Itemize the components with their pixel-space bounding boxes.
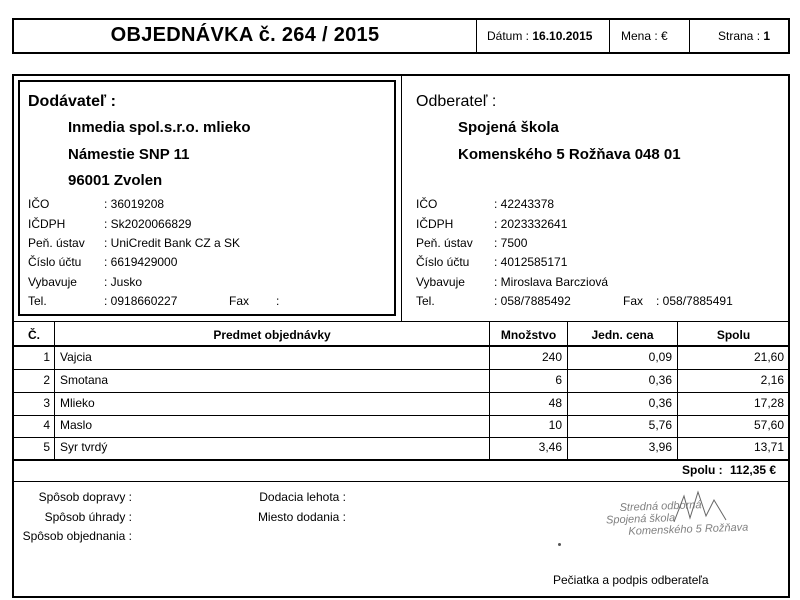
stamp-dot bbox=[558, 543, 561, 546]
row-unit: 0,36 bbox=[648, 373, 672, 387]
supplier-tel-label: Tel. bbox=[28, 294, 47, 308]
row-unit: 0,36 bbox=[648, 396, 672, 410]
supplier-account-label: Číslo účtu bbox=[28, 255, 82, 269]
table-header-rule bbox=[13, 345, 789, 347]
customer-account-label: Číslo účtu bbox=[416, 255, 470, 269]
supplier-bank-value: : UniCredit Bank CZ a SK bbox=[104, 236, 241, 250]
supplier-icdph-value: : Sk2020066829 bbox=[104, 217, 192, 231]
page-label: Strana : bbox=[718, 29, 761, 43]
row-item: Vajcia bbox=[60, 350, 92, 364]
col-header-total: Spolu bbox=[716, 328, 751, 342]
stamp-line: Spojená škola bbox=[605, 512, 676, 527]
divider bbox=[567, 322, 568, 459]
row-qty: 48 bbox=[548, 396, 562, 410]
customer-account-value: : 4012585171 bbox=[494, 255, 568, 269]
customer-bank-label: Peň. ústav bbox=[416, 236, 473, 250]
customer-icdph-value: : 2023332641 bbox=[494, 217, 568, 231]
supplier-icdph-label: IČDPH bbox=[28, 217, 66, 231]
supplier-fax-value: : bbox=[276, 294, 280, 308]
date-field bbox=[487, 29, 592, 43]
row-total: 2,16 bbox=[760, 373, 784, 387]
table-bottom-rule bbox=[13, 459, 789, 461]
row-unit: 0,09 bbox=[648, 350, 672, 364]
currency-label: Mena : bbox=[621, 29, 658, 43]
row-item: Mlieko bbox=[60, 396, 95, 410]
customer-tel-label: Tel. bbox=[416, 294, 435, 308]
divider bbox=[401, 75, 402, 321]
supplier-ico-value: : 36019208 bbox=[104, 197, 165, 211]
supplier-account-value: : 6619429000 bbox=[104, 255, 178, 269]
row-qty: 3,46 bbox=[538, 440, 562, 454]
row-qty: 240 bbox=[541, 350, 562, 364]
page-field bbox=[718, 29, 770, 43]
supplier-handler-label: Vybavuje bbox=[28, 275, 77, 289]
row-unit: 5,76 bbox=[648, 418, 672, 432]
stamp-line: Stredná odborná bbox=[619, 499, 702, 514]
delivery-deadline-label: Dodacia lehota : bbox=[259, 490, 346, 504]
row-qty: 10 bbox=[548, 418, 562, 432]
col-header-qty: Množstvo bbox=[500, 328, 557, 342]
row-total: 57,60 bbox=[753, 418, 784, 432]
sum-rule bbox=[13, 481, 789, 482]
divider bbox=[476, 18, 477, 54]
row-no: 5 bbox=[43, 440, 50, 454]
order-title: OBJEDNÁVKA č. 264 / 2015 bbox=[110, 24, 380, 46]
customer-ico-value: : 42243378 bbox=[494, 197, 555, 211]
divider bbox=[689, 18, 690, 54]
supplier-name: Inmedia spol.s.r.o. mlieko bbox=[68, 119, 251, 136]
row-total: 13,71 bbox=[753, 440, 784, 454]
row-no: 1 bbox=[43, 350, 50, 364]
currency-field bbox=[621, 29, 668, 43]
customer-ico-label: IČO bbox=[416, 197, 438, 211]
customer-heading: Odberateľ : bbox=[416, 93, 497, 110]
row-no: 3 bbox=[43, 396, 50, 410]
customer-handler-value: : Miroslava Barcziová bbox=[494, 275, 609, 289]
col-header-item: Predmet objednávky bbox=[213, 328, 331, 342]
supplier-heading: Dodávateľ : bbox=[28, 93, 116, 110]
col-header-no: Č. bbox=[28, 328, 40, 342]
divider bbox=[609, 18, 610, 54]
supplier-city: 96001 Zvolen bbox=[68, 172, 163, 189]
customer-tel-value: : 058/7885492 bbox=[494, 294, 571, 308]
signature-label: Pečiatka a podpis odberateľa bbox=[553, 573, 709, 587]
supplier-handler-value: : Jusko bbox=[104, 275, 143, 289]
table-row-rule bbox=[13, 415, 789, 416]
divider bbox=[489, 322, 490, 459]
divider bbox=[54, 322, 55, 459]
customer-name: Spojená škola bbox=[458, 119, 559, 136]
order-method-label: Spôsob objednania : bbox=[22, 529, 132, 543]
supplier-street: Námestie SNP 11 bbox=[68, 146, 190, 163]
row-item: Syr tvrdý bbox=[60, 440, 108, 454]
row-unit: 3,96 bbox=[648, 440, 672, 454]
row-item: Smotana bbox=[60, 373, 109, 387]
customer-bank-value: : 7500 bbox=[494, 236, 528, 250]
row-no: 4 bbox=[43, 418, 50, 432]
row-no: 2 bbox=[43, 373, 50, 387]
customer-address: Komenského 5 Rožňava 048 01 bbox=[458, 146, 681, 163]
row-item: Maslo bbox=[60, 418, 93, 432]
currency-value: € bbox=[661, 29, 668, 43]
divider bbox=[677, 322, 678, 459]
supplier-bank-label: Peň. ústav bbox=[28, 236, 85, 250]
supplier-ico-label: IČO bbox=[28, 197, 50, 211]
payment-label: Spôsob úhrady : bbox=[44, 510, 132, 524]
col-header-unit: Jedn. cena bbox=[591, 328, 654, 342]
date-label: Dátum : bbox=[487, 29, 530, 43]
stamp-line: Komenského 5 Rožňava bbox=[628, 521, 749, 538]
sum-label: Spolu : bbox=[682, 463, 723, 477]
page-value: 1 bbox=[763, 29, 771, 43]
customer-handler-label: Vybavuje bbox=[416, 275, 465, 289]
delivery-place-label: Miesto dodania : bbox=[257, 510, 346, 524]
table-row-rule bbox=[13, 392, 789, 393]
sum-row bbox=[682, 463, 776, 477]
customer-fax-value: : 058/7885491 bbox=[656, 294, 733, 308]
row-qty: 6 bbox=[555, 373, 562, 387]
date-value: 16.10.2015 bbox=[532, 29, 593, 43]
divider bbox=[13, 321, 789, 322]
supplier-fax-label: Fax bbox=[229, 294, 250, 308]
table-row-rule bbox=[13, 369, 789, 370]
table-row-rule bbox=[13, 437, 789, 438]
signature-scribble bbox=[670, 488, 730, 528]
row-total: 21,60 bbox=[753, 350, 784, 364]
customer-icdph-label: IČDPH bbox=[416, 217, 454, 231]
customer-fax-label: Fax bbox=[623, 294, 644, 308]
sum-value: 112,35 € bbox=[730, 463, 777, 477]
transport-label: Spôsob dopravy : bbox=[38, 490, 132, 504]
row-total: 17,28 bbox=[753, 396, 784, 410]
supplier-tel-value: : 0918660227 bbox=[104, 294, 178, 308]
